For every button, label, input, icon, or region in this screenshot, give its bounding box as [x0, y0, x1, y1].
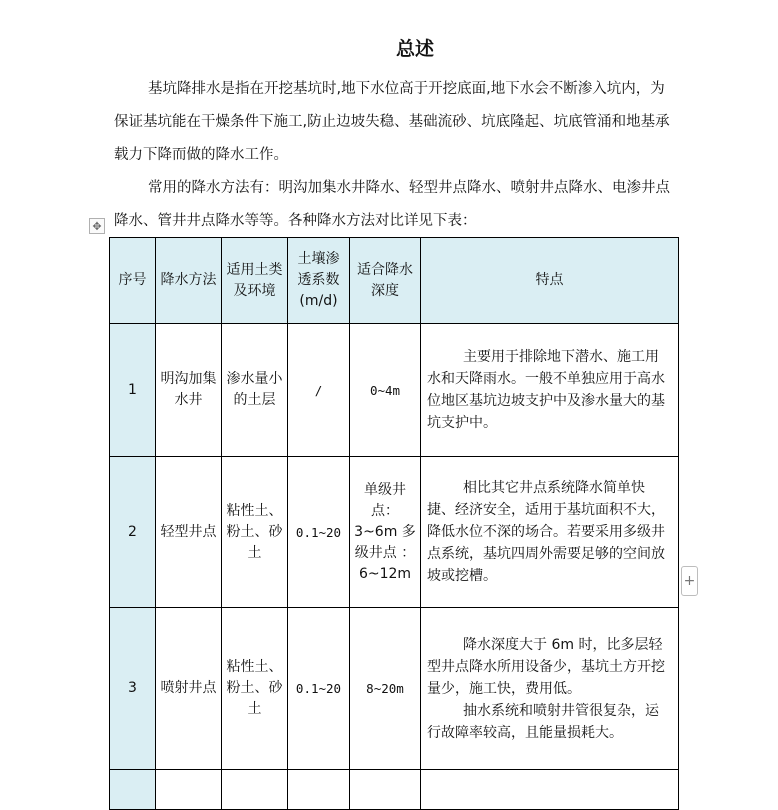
feature-text: 主要用于排除地下潜水、施工用水和天降雨水。一般不单独应用于高水位地区基坑边坡支护中及渗水量大的基坑支护中。: [427, 349, 665, 431]
cell-method: 喷射井点: [156, 608, 222, 770]
cell-depth: 8~20m: [350, 608, 421, 770]
cell-no: [110, 770, 156, 810]
cell-no: 2: [110, 457, 156, 608]
cell-permeability: 0.1~20: [288, 457, 350, 608]
header-no: 序号: [110, 238, 156, 324]
cell-depth: [350, 770, 421, 810]
page-title: 总述: [395, 38, 434, 60]
cell-depth: 0~4m: [350, 324, 421, 457]
header-permeability: 土壤渗透系数(m/d): [288, 238, 350, 324]
feature-text: 降水深度大于 6m 时，比多层轻型井点降水所用设备少，基坑土方开挖量少，施工快，费用低。: [427, 636, 665, 697]
cell-depth: 单级井点：3~6m 多级井点 ：6~12m: [350, 457, 421, 608]
dewatering-comparison-table: [109, 237, 679, 810]
paragraph-intro: 基坑降排水是指在开挖基坑时,地下水位高于开挖底面,地下水会不断渗入坑内，为保证基坑能在干燥条件下施工,防止边坡失稳、基础流砂、坑底隆起、坑底管涌和地基承载力下降而做的降水工作。: [114, 81, 670, 163]
table-row: [110, 770, 679, 810]
header-depth: 适合降水深度: [350, 238, 421, 324]
cell-no: 1: [110, 324, 156, 457]
cell-features: [421, 457, 679, 608]
feature-text: 相比其它井点系统降水简单快捷、经济安全，适用于基坑面积不大，降低水位不深的场合。若要采用多级井点系统，基坑四周外需要足够的空间放坡或挖槽。: [427, 480, 665, 584]
header-method: 降水方法: [156, 238, 222, 324]
cell-features: [421, 770, 679, 810]
cell-permeability: 0.1~20: [288, 608, 350, 770]
cell-method: [156, 770, 222, 810]
table-row: [110, 324, 679, 457]
cell-soil: 粘性土、粉土、砂土: [222, 457, 288, 608]
cell-method: 明沟加集水井: [156, 324, 222, 457]
cell-method: 轻型井点: [156, 457, 222, 608]
paragraph-methods: 常用的降水方法有：明沟加集水井降水、轻型井点降水、喷射井点降水、电渗井点降水、管井井点降水等等。各种降水方法对比详见下表：: [114, 180, 670, 229]
cell-no: 3: [110, 608, 156, 770]
cell-permeability: /: [288, 324, 350, 457]
table-move-handle-icon[interactable]: ✥: [89, 218, 105, 234]
add-column-plus-icon[interactable]: +: [681, 566, 698, 596]
cell-features: [421, 608, 679, 770]
cell-soil: [222, 770, 288, 810]
header-soil: 适用土类及环境: [222, 238, 288, 324]
feature-text: 抽水系统和喷射井管很复杂，运行故障率较高，且能量损耗大。: [427, 702, 659, 741]
cell-soil: 渗水量小的土层: [222, 324, 288, 457]
table-header-row: [110, 238, 679, 324]
table-row: [110, 608, 679, 770]
header-features: 特点: [421, 238, 679, 324]
cell-permeability: [288, 770, 350, 810]
cell-features: [421, 324, 679, 457]
cell-soil: 粘性土、粉土、砂土: [222, 608, 288, 770]
table-row: [110, 457, 679, 608]
